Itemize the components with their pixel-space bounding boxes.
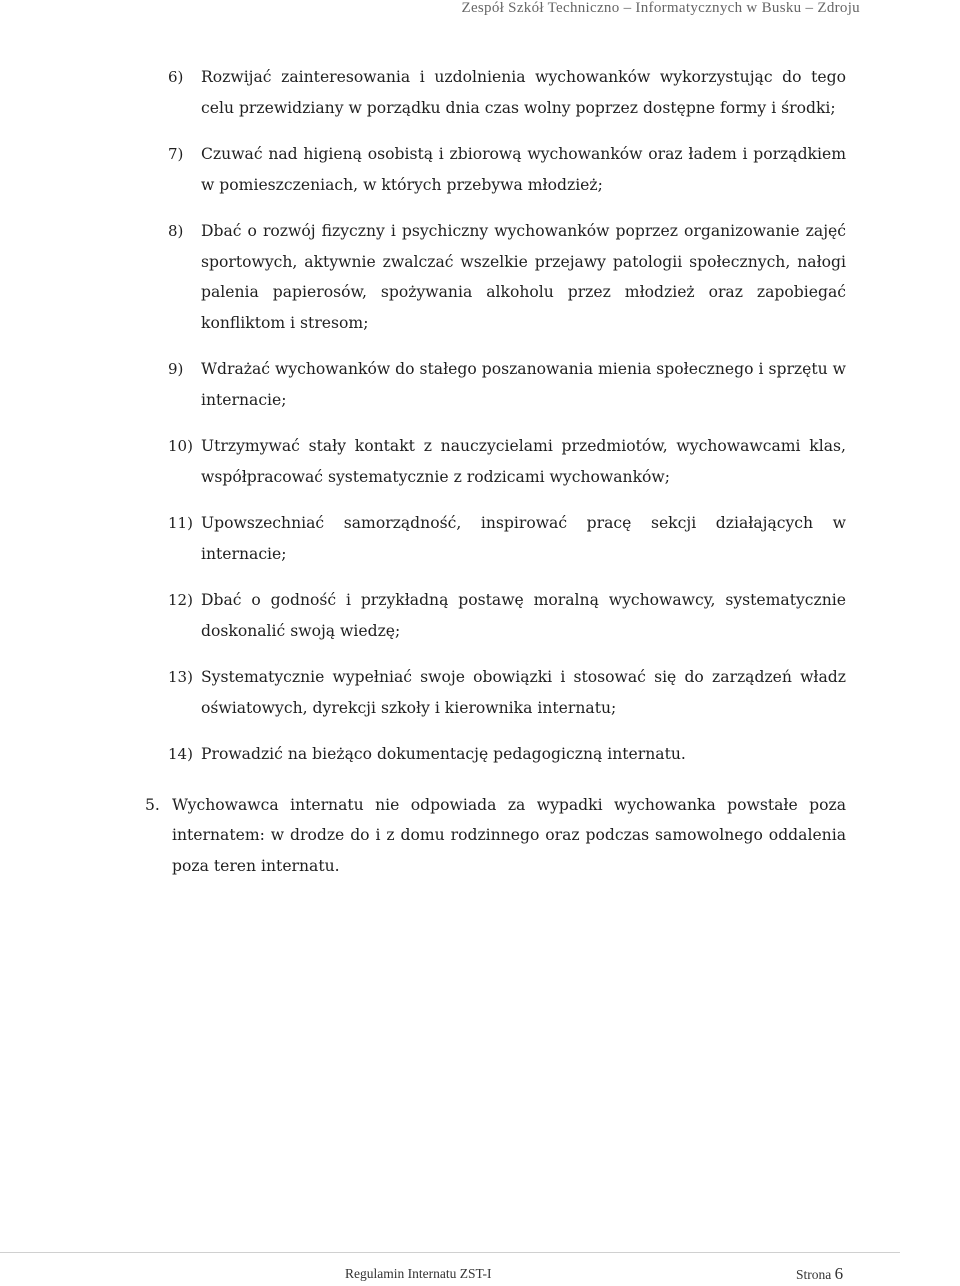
list-item-text: Wdrażać wychowanków do stałego poszanowania mienia społecznego i sprzętu w internacie; bbox=[201, 360, 846, 409]
footer-page-indicator bbox=[796, 1264, 843, 1284]
list-item-number: 12) bbox=[168, 591, 193, 609]
list-item-text: Systematycznie wypełniać swoje obowiązki i stosować się do zarządzeń władz oświatowych, dyrekcji szkoły i kierownika internatu; bbox=[201, 668, 846, 717]
list-item bbox=[0, 508, 846, 569]
list-item bbox=[0, 431, 846, 492]
list-item bbox=[0, 585, 846, 646]
footer-document-title: Regulamin Internatu ZST-I bbox=[345, 1266, 492, 1281]
list-item-text: Upowszechniać samorządność, inspirować pracę sekcji działających w internacie; bbox=[201, 514, 846, 563]
list-item bbox=[0, 739, 846, 770]
page-header: Zespół Szkół Techniczno – Informatycznych w Busku – Zdroju bbox=[461, 0, 860, 16]
list-item-number: 11) bbox=[168, 514, 193, 532]
list-item-text: Czuwać nad higieną osobistą i zbiorową wychowanków oraz ładem i porządkiem w pomieszczeniach, w których przebywa młodzież; bbox=[201, 145, 846, 194]
list-item-text: Utrzymywać stały kontakt z nauczycielami przedmiotów, wychowawcami klas, współpracować systematycznie z rodzicami wychowanków; bbox=[201, 437, 846, 486]
list-item-number: 6) bbox=[168, 68, 184, 86]
list-item bbox=[0, 62, 846, 123]
list-item-text: Prowadzić na bieżąco dokumentację pedagogiczną internatu. bbox=[201, 745, 686, 763]
list-item bbox=[0, 216, 846, 338]
list-item bbox=[0, 662, 846, 723]
list-item-text: Dbać o godność i przykładną postawę moralną wychowawcy, systematycznie doskonalić swoją wiedzę; bbox=[201, 591, 846, 640]
page-label: Strona bbox=[796, 1267, 832, 1282]
list-item bbox=[0, 354, 846, 415]
page-number: 6 bbox=[834, 1264, 844, 1283]
list-item-number: 10) bbox=[168, 437, 193, 455]
document-body bbox=[0, 62, 960, 881]
list-item-number: 8) bbox=[168, 222, 184, 240]
list-item bbox=[0, 139, 846, 200]
section-number: 5. bbox=[145, 795, 160, 814]
list-item-number: 9) bbox=[168, 360, 184, 378]
footer-divider bbox=[0, 1252, 900, 1253]
list-item-text: Rozwijać zainteresowania i uzdolnienia wychowanków wykorzystując do tego celu przewidziany w porządku dnia czas wolny poprzez dostępne formy i środki; bbox=[201, 68, 846, 117]
list-item-number: 14) bbox=[168, 745, 193, 763]
list-item-number: 13) bbox=[168, 668, 193, 686]
section-text: Wychowawca internatu nie odpowiada za wypadki wychowanka powstałe poza internatem: w drodze do i z domu rodzinnego oraz podczas samowolnego oddalenia poza teren internatu. bbox=[172, 795, 846, 875]
list-item-number: 7) bbox=[168, 145, 184, 163]
list-item-text: Dbać o rozwój fizyczny i psychiczny wychowanków poprzez organizowanie zajęć sportowych, aktywnie zwalczać wszelkie przejawy patologii społecznych, nałogi palenia papierosów, spożywania alkoholu przez młodzież oraz zapobiegać konfliktom i stresom; bbox=[201, 222, 846, 332]
section-5 bbox=[0, 790, 846, 882]
